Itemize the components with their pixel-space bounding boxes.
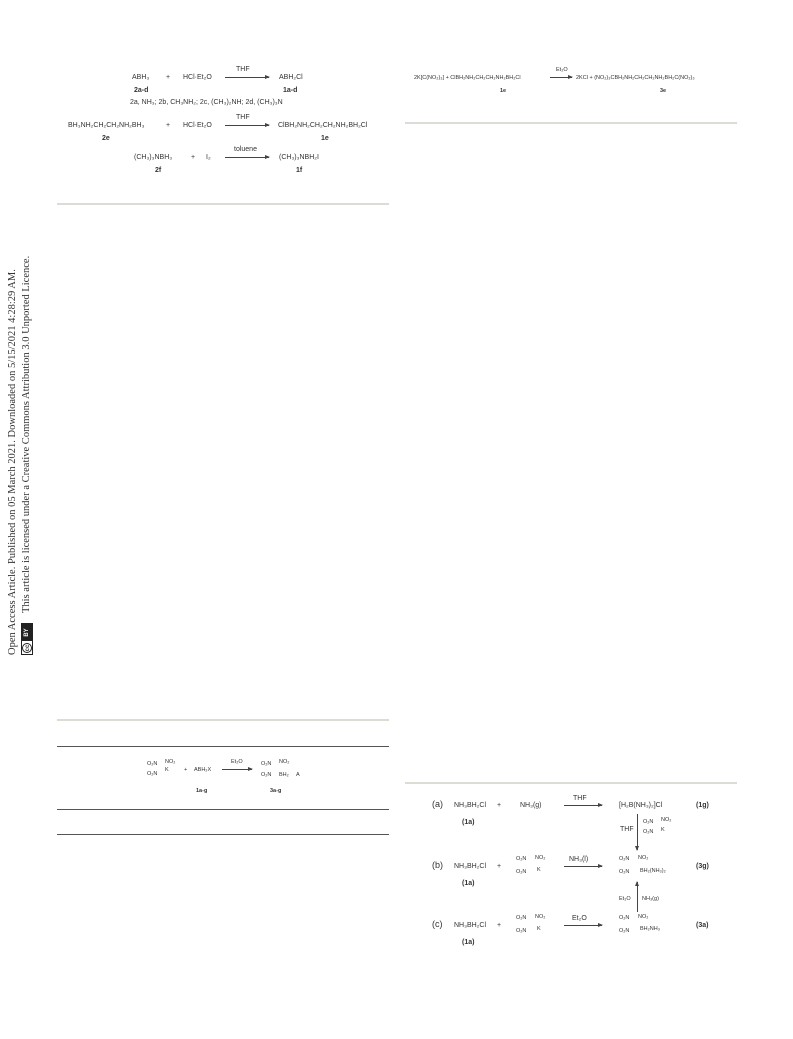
s3-b-prod-top: O₂N <box>619 856 630 862</box>
s2-no2-top-right: NO₂ <box>165 759 176 765</box>
s3-c-condition: Et₂O <box>572 915 587 922</box>
s3-b-no2-top: O₂N <box>516 856 527 862</box>
s3-a-reagent: NH₃(g) <box>520 802 542 809</box>
s3-c-letter: (c) <box>432 919 443 929</box>
tr-product-label: 3e <box>660 88 667 94</box>
s3-c-prod-group: BH₂NH₃ <box>640 926 660 932</box>
s3-up-condition-left: Et₂O <box>619 896 631 902</box>
s2-no2-bottom: O₂N <box>147 771 158 777</box>
s2-condition: Et₂O <box>231 759 243 765</box>
cc-by-badge[interactable] <box>21 623 33 655</box>
s2-arrow <box>222 769 252 770</box>
by-label: BY <box>22 624 32 641</box>
s2-reagent-label: 1a-g <box>196 788 208 794</box>
s3-c-no2-right: NO₂ <box>535 914 546 920</box>
s3-down-no2-top: O₂N <box>643 819 654 825</box>
r1-reactant-label: 2a-d <box>134 87 149 94</box>
scheme-2 <box>0 746 400 810</box>
s3-b-plus: + <box>497 863 502 870</box>
s2-no2-top: O₂N <box>147 761 158 767</box>
s3-b-reactant-label: (1a) <box>462 880 475 887</box>
r1-arrow <box>225 77 269 78</box>
s3-c-plus: + <box>497 922 502 929</box>
r2-condition: THF <box>236 114 250 121</box>
scheme-2-bottom-rule <box>57 834 389 835</box>
scheme-1 <box>0 0 400 200</box>
tr-reactant-label: 1e <box>500 88 507 94</box>
s3-a-letter: (a) <box>432 799 443 809</box>
s3-a-reactant-label: (1a) <box>462 819 475 826</box>
scheme-2-top-gray-rule <box>57 719 389 721</box>
r1-condition: THF <box>236 66 250 73</box>
s2-prod-bh2: BH₂ <box>279 772 289 778</box>
r2-reagent: HCl·Et₂O <box>183 122 212 129</box>
r3-arrow <box>225 157 269 158</box>
r2-plus: + <box>166 122 171 129</box>
open-access-notice <box>7 195 39 655</box>
scheme-3-rule <box>405 782 737 784</box>
s3-b-condition: NH₃(l) <box>569 856 589 863</box>
s3-down-no2-bottom: O₂N <box>643 829 654 835</box>
s3-up-condition-right: NH₃(g) <box>642 896 659 902</box>
s2-plus: + <box>184 767 188 773</box>
s3-down-arrow <box>637 814 638 850</box>
scheme-3 <box>400 790 793 960</box>
r2-product-label: 1e <box>321 135 329 142</box>
s3-a-condition: THF <box>573 795 587 802</box>
s3-a-arrow <box>564 805 602 806</box>
s2-prod-a: A <box>296 772 300 778</box>
s3-c-prod-top: O₂N <box>619 915 630 921</box>
r2-arrow <box>225 125 269 126</box>
r1-reagent: HCl·Et₂O <box>183 74 212 81</box>
tr-products: 2KCl + (NO₂)₃CBH₂NH₂CH₂CH₂NH₂BH₂C(NO₂)₃ <box>576 75 695 81</box>
s3-b-prod-group: BH₂(NH₃)₂ <box>640 868 666 874</box>
s3-b-prod-bottom: O₂N <box>619 869 630 875</box>
r3-product-label: 1f <box>296 167 303 174</box>
r3-condition: toluene <box>234 146 257 153</box>
s3-c-arrow <box>564 925 602 926</box>
s2-prod-bottom: O₂N <box>261 772 272 778</box>
s2-prod-top: O₂N <box>261 761 272 767</box>
s3-b-k: K <box>537 867 541 873</box>
s2-reagent: ABH₂X <box>194 767 212 773</box>
s3-b-no2-bottom: O₂N <box>516 869 527 875</box>
r1-product: ABH₂Cl <box>279 74 303 81</box>
tr-reactants: 2K[C(NO₂)₃] + ClBH₂NH₂CH₂CH₂NH₂BH₂Cl <box>414 75 521 81</box>
r3-reactant: (CH₃)₃NBH₃ <box>134 154 173 161</box>
tr-condition: Et₂O <box>556 67 568 73</box>
s3-b-prod-right: NO₂ <box>638 855 649 861</box>
s3-c-prod-bottom: O₂N <box>619 928 630 934</box>
notice-line-published: Open Access Article. Published on 05 March 2021. Downloaded on 5/15/2021 4:28:29 AM. <box>7 269 18 655</box>
scheme-top-right <box>400 0 793 130</box>
scheme-1-rule <box>57 203 389 205</box>
tr-arrow <box>550 77 572 78</box>
r2-reactant-label: 2e <box>102 135 110 142</box>
s3-down-no2-right: NO₂ <box>661 817 672 823</box>
r3-reagent: I₂ <box>206 154 211 161</box>
s3-c-prod-right: NO₂ <box>638 914 649 920</box>
r1-legend: 2a, NH₃; 2b, CH₃NH₂; 2c, (CH₃)₂NH; 2d, (CH₃)₃N <box>130 99 283 106</box>
s3-up-arrow <box>637 882 638 912</box>
r1-plus: + <box>166 74 171 81</box>
r2-product: ClBH₂NH₂CH₂CH₂NH₂BH₂Cl <box>278 122 368 129</box>
s3-b-no2-right: NO₂ <box>535 855 546 861</box>
s3-b-reactant: NH₃BH₂Cl <box>454 863 487 870</box>
r3-plus: + <box>191 154 196 161</box>
s3-c-no2-top: O₂N <box>516 915 527 921</box>
s3-a-product: [H₂B(NH₃)₂]Cl <box>619 802 663 809</box>
s3-c-reactant: NH₃BH₂Cl <box>454 922 487 929</box>
s3-a-product-code: (1g) <box>696 802 709 809</box>
notice-line-licence[interactable]: This article is licensed under a Creative Commons Attribution 3.0 Unported Licence. <box>21 255 32 613</box>
s3-a-reactant: NH₃BH₂Cl <box>454 802 487 809</box>
s2-prod-top-right: NO₂ <box>279 759 290 765</box>
s3-b-arrow <box>564 866 602 867</box>
r3-reactant-label: 2f <box>155 167 162 174</box>
scheme-top-right-rule <box>405 122 737 124</box>
s3-c-product-code: (3a) <box>696 922 709 929</box>
s3-c-no2-bottom: O₂N <box>516 928 527 934</box>
s3-b-letter: (b) <box>432 860 443 870</box>
s3-down-condition: THF <box>620 826 634 833</box>
s2-k: K <box>165 767 169 773</box>
cc-icon: cc <box>22 643 32 653</box>
s3-down-k: K <box>661 827 665 833</box>
r1-reactant: ABH₃ <box>132 74 150 81</box>
s3-c-reactant-label: (1a) <box>462 939 475 946</box>
r1-product-label: 1a-d <box>283 87 298 94</box>
s3-a-plus: + <box>497 802 502 809</box>
r3-product: (CH₃)₃NBH₂I <box>279 154 319 161</box>
r2-reactant: BH₃NH₂CH₂CH₂NH₂BH₃ <box>68 122 145 129</box>
s3-b-product-code: (3g) <box>696 863 709 870</box>
s2-product-label: 3a-g <box>270 788 282 794</box>
s3-c-k: K <box>537 926 541 932</box>
scheme-2-mid-rule <box>57 809 389 810</box>
